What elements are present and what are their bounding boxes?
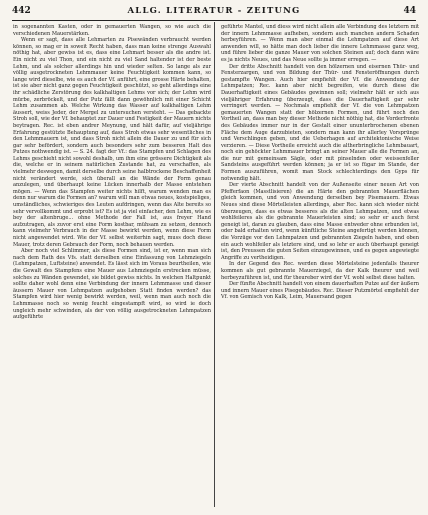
journal-title: ALLG. LITERATUR - ZEITUNG: [127, 6, 301, 16]
left-column: [13, 24, 211, 321]
page-header: [12, 6, 416, 20]
header-rule: [12, 20, 416, 21]
right-paragraph-2: Der dritte Abschnitt handelt von den hölzernen und eisernen Thür- und Fensterzargen, und von Bildung der Thür- und Fensteröffnungen durch gestampfte Wangen. Auch hier empfiehlt der Vf. die Anwendung der Lehmpatzen; Rec. kann aber nicht begreifen, wie durch diese die Dauerhaftigkeit eines Gebäudes gewinnen soll; vielmehr hält er sich aus vieljähriger Erfahrung überzeugt, dass die Dauerhaftigkeit gar sehr verringert werden. — Nochmals empfiehlt der Vf. die von Lehmpatzen gemauerten Wangen statt der hölzernen Formen, und führt noch den Vortheil an, dass man bey dieser Methode nicht nöthig hat, die Vorderfronte des Gebäudes immer nur in der Gestalt einer ununterbrochenen ebenen Fläche dem Auge darzubieten, sondern man kann ihr allerley Vorsprünge und Verschlingen geben, und die Ueberhagen auf architektonische Weise verzieren. — Diese Vortheile erreicht auch die altherbringliche Lehmbauart, noch ein gehöckter Lehmmauer bringt an seiner Mauer alle die Formen an, die nur mit gemeinsam Sägle, oder mit pinselnden oder weissenfeller Sandsteins ausgeführt werden können; ja er ist so fügar im Stande, der Formen auszuführen, womit man Stock schlechterdings den Gyps für notwendig hält.: [221, 63, 419, 182]
left-paragraph-1: in sogenannten Kasten, oder in gemauerten Wangen, so wie auch die verschiedenen Mauerstärken.: [13, 24, 211, 37]
page-number-left: 442: [12, 6, 31, 16]
column-divider: [214, 22, 215, 507]
left-paragraph-2: Wenn er sagt, dass alle Lehmarten zu Pisewänden verbraucht werden können, so mag er in soweit Recht haben, dass man keine strenge Auswahl nöthig hat, aber gewiss ist es, dass eine Lehmart besser als die andre ist. Ein nicht zu viel Thon, und ein nicht zu viel Sand haltender ist der beste Lehm, und als solcher allerdings hin und wieder selten. So lange als zur völlig ausgetrockneten Lehmmauer keine Feuchtigkeit kommen kann, so lange wird dieselbe, wie es auch der Vf. anführt, eine grosse Härte behalten, ist sie aber nicht ganz gegen Feuchtigkeit geschützt, so geht allerdings eine ihr schädliche Zerstörung des kalkhaltigen Lehms vor sich; der Lehm wird mürbe, zerbröckelt, und der Putz fällt dann gewöhnlich mit einer Schicht Lehm zusammen ab. Welche Wirkung das Wasser auf kalkhaltigen Lehm äussert, weiss Jeder, der Mergel zu untersuchen versteht. — Das gebackte Stroh soll, wie der Vf. behauptet zur Dauer und Festigkeit der Mauern nichts beytragen. Rec. ist eben andrer Meynung, und hält dafür, auf vieljährige Erfahrung gestützte Behauptung auf, dass Stroh etwas sehr wesentliches in den Lehmmauern ist, und dass Stroh nicht allein die Dauer zu und für sich gar sehr befördert, sondern auch besonders sehr zum besseren Halt des Putzes nothwendig ist. — S. 24. fagt der Vf.: das Stampfen und Schlagen des Lehms geschieht nicht sowohl deshalb, um ihm eine grössere Dichtigkeit als die, welche er in seinem natürlichen Zustande hat, zu verschaffen, als vielmehr deswegen, damit derselbe durch seine halbtrockene Beschaffenheit nicht verändert werde, sich überall an die Wände der Form genau anzulegen, und überhaupt keine Lücken innerhalb der Masse entstehen mögen. — Wenn das Stampfen weiter nichts hilft, warum wenden man es denn nur warum die Formen an? warum will man etwas neues, kostspieliges, umständliches, schwieriges des Leuten aufdringen, wenn das Alte bereits so sehr vervollkommt und erprobt ist? Es ist ja viel einfacher, den Lehm, wie es bey der altenbruge... ohne Methode der Fall ist, aus freyer Hand aufzutragen, als zuvor erst eine Form kostbar, mühsam zu setzen, dennoch kann vielmehr Verbrauch in der Masse bewirkt werden, wenn diese Form nicht angewendet wird. Wie der Vf. selbst weiterhin sagt, muss doch diese Mauer, trotz deren Gebrauch der Form, noch behauen werden.: [13, 37, 211, 248]
right-paragraph-4: In der Gegend des Rec. werden diese Mörtelsteine jedenfalls theurer kommen als gut gebrannte Mauerziegel, da der Kalk theurer und weil herbeyzuführen ist, und für theureber wird der Vf. wohl selbst diese halten.: [221, 261, 419, 281]
right-paragraph-1: geführte Mantel, und diess wird nicht allein alle Verbindung des letztern mit der innern Lehmmasse aufheben, sondern auch manchen andern Schaden herbeyführen. — Wenn man aber einmal die Lehmpatzen auf diese Art anwenden will, so hätte man doch lieber die innere Lehmmasse ganz weg, und führe lieber die ganze Mauer von solchen Steinen auf; doch dann wäre es ja nichts Neues, und das Neue sollte ja immer erregen. —: [221, 24, 419, 63]
right-column: [221, 24, 419, 301]
right-paragraph-5: Der fünfte Abschnitt handelt von einem dauerhaften Putze auf der äußern und innern Mauer eines Pisegebäudes. Rec. Dieser Putzmörtel empfiehlt der Vf. von Gemisch von Kalk, Leim, Mauersand gegen: [221, 281, 419, 301]
right-paragraph-3: Der vierte Abschnitt handelt von der Außenseite einer neuen Art von Pfefferfaon (Masstlisieren) die an Härte den gebrannten Mauerflächen gleich kommen, und von Anwendung derselben bey Pisemauern. Etwas Neues sind diese Mörtelleisten allerdings, aber Rec. kann sich wieder nicht überzeugen, dass es etwas besseres als die alten Lehmpatzen, und etwas wohlfeileres als die gebrannte Mauerleisten sind; so sehr er auch ferst geneigt ist, daran zu glauben, dass eine Masse entweder ohne erbunden ist, oder bald erhalten wird, wenn künftliche Steine angefertigt werden können, die Vorzüge vor den Lehmpatzen und gebrannten Ziegeln haben, und oben ein auch wohlfeiler als letztere sind, und so lehr er auch überhaupt geneigt ist, den Preussen die guten Seiten einzugewinnen, und es gegen angewiegte Angriffe zu vertheidigen.: [221, 182, 419, 261]
page-number-right: 44: [403, 6, 416, 16]
left-paragraph-3: Aber noch viel Schlimmer, als diese Formen sind, ist er, wenn man sich nach dem Rath des Vfs. statt derselben eine Einfassung von Lehmziegeln (Lehmpatzen, Luftsteine) anwendet. Es lässt sich im Voraus beurtheilen, wie die Gewalt des Stampfens eine Mauer aus Lehmziegeln erstrecken müsse, solches zu Wänden gewendet, sie bildet gewiss nichts. In welchen Haltpunkt sollte daher wohl denn eine Verbindung der innern Lehmmasse und dieser äussern Mauer von Lehmpatzen aufgehoben Statt finden werden? das Stampfen wird hier wenig bewirkt werden, weil, wenn man auch noch die Lehmmasse noch so wenig feucht eingestampft wird, so wird ie doch ungleich mehr schwinden, als der von völlig ausgetrockneten Lehmpatzen aufgeführte: [13, 248, 211, 321]
